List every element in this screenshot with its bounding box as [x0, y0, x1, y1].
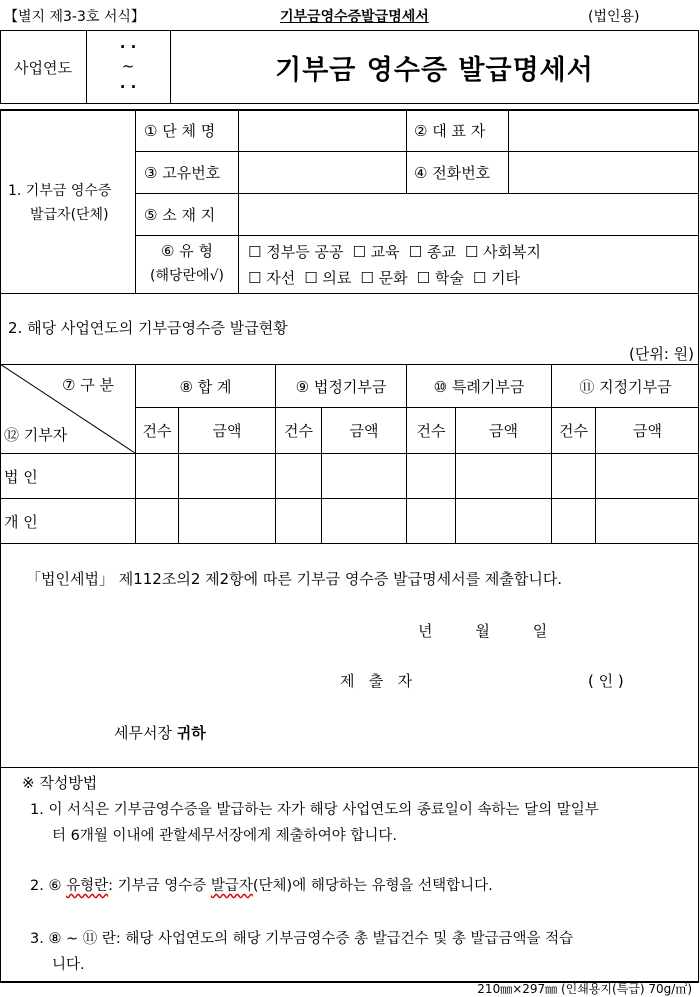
form-number: 【별지 제3-3호 서식】: [4, 9, 145, 25]
col-special-donation: ⑩ 특례기부금: [433, 377, 525, 396]
type-option-label: 자선: [261, 269, 296, 287]
type-hint: (해당란에√): [150, 268, 224, 284]
checkbox-icon[interactable]: ☐: [408, 243, 423, 261]
issuer-label-line2: 발급자(단체): [30, 207, 109, 223]
term-type-field: 유형란: [66, 878, 109, 894]
type-option[interactable]: [360, 269, 407, 287]
col-legal-donation: ⑨ 법정기부금: [295, 377, 387, 396]
type-option[interactable]: [248, 269, 295, 287]
term-issuer: 발급자: [210, 878, 253, 894]
checkbox-icon[interactable]: ☐: [304, 269, 318, 287]
fiscal-year-tilde: ~: [121, 57, 135, 75]
type-option[interactable]: [304, 269, 351, 287]
org-name-field[interactable]: [239, 111, 405, 150]
recipient-line: [114, 722, 206, 743]
checkbox-icon[interactable]: ☐: [464, 243, 479, 261]
checkbox-icon[interactable]: ☐: [472, 269, 487, 287]
subcol-amount-designated: 금액: [633, 422, 662, 440]
form-usage: (법인용): [588, 9, 640, 25]
checkbox-icon[interactable]: ☐: [248, 269, 262, 287]
subcol-amount-total: 금액: [212, 422, 242, 440]
subcol-count-total: 건수: [142, 422, 172, 440]
type-option-label: 의료: [317, 269, 352, 287]
type-option-label: 정부등 공공: [261, 243, 344, 261]
issuer-label-line1: 1. 기부금 영수증: [8, 183, 112, 199]
subcol-amount-special: 금액: [489, 422, 518, 440]
instruction-3-line1: 3. ⑧ ~ ⑪ 란: 해당 사업연도의 해당 기부금영수증 총 발급건수 및 총 발급금액을 적습: [30, 931, 574, 947]
type-option[interactable]: [465, 243, 541, 261]
recipient-honorific: 귀하: [176, 724, 206, 742]
donor-corner-label: ⑫ 기부자: [4, 426, 68, 444]
paper-spec: 210㎜×297㎜ (인쇄용지(특급) 70g/㎡): [477, 982, 692, 996]
subcol-amount-legal: 금액: [349, 422, 379, 440]
document-title: 기부금 영수증 발급명세서: [275, 54, 594, 86]
category-corner-label: ⑦ 구 분: [62, 376, 114, 394]
type-option-label: 문화: [373, 269, 408, 287]
id-number-field[interactable]: [239, 153, 405, 192]
subcol-count-designated: 건수: [559, 422, 588, 440]
instructions-heading: ※ 작성방법: [22, 774, 98, 792]
fiscal-year-label: 사업연도: [14, 58, 72, 77]
instruction-1-line2: 터 6개월 이내에 관할세무서장에게 제출하여야 합니다.: [52, 828, 398, 844]
date-line: 년 월 일: [418, 622, 548, 640]
type-option-label: 교육: [365, 243, 400, 261]
checkbox-icon[interactable]: ☐: [416, 269, 431, 287]
type-option[interactable]: [417, 269, 464, 287]
submitter-label: 제 출 자: [340, 672, 413, 690]
type-option[interactable]: [409, 243, 456, 261]
col-designated-donation: ⑪ 지정기부금: [579, 377, 672, 396]
fiscal-year-start-dots: · ·: [119, 38, 137, 56]
representative-label: ② 대 표 자: [414, 122, 486, 140]
form-title: 기부금영수증발급명세서: [280, 9, 429, 25]
id-number-label: ③ 고유번호: [144, 164, 221, 182]
statement-text: 「법인세법」 제112조의2 제2항에 따른 기부금 영수증 발급명세서를 제출합니다.: [26, 570, 563, 588]
instruction-2: 2. ⑥ 유형란: 기부금 영수증 발급자(단체)에 해당하는 유형을 선택합니다.: [30, 878, 493, 894]
type-option-label: 사회복지: [478, 243, 542, 261]
checkbox-icon[interactable]: ☐: [352, 243, 366, 261]
subcol-count-legal: 건수: [284, 422, 313, 440]
phone-field[interactable]: [509, 153, 698, 192]
checkbox-icon[interactable]: ☐: [248, 243, 262, 261]
row-corporate: 법 인: [4, 467, 38, 486]
org-name-label: ① 단 체 명: [144, 122, 216, 140]
type-option-label: 학술: [430, 269, 464, 287]
type-option-label: 종교: [422, 243, 456, 261]
section2-title: 2. 해당 사업연도의 기부금영수증 발급현황: [8, 319, 288, 337]
fiscal-year-end-dots: · ·: [119, 78, 137, 96]
instruction-3-line2: 니다.: [52, 957, 85, 973]
col-total: ⑧ 합 계: [179, 377, 232, 396]
phone-label: ④ 전화번호: [414, 164, 491, 182]
subcol-count-special: 건수: [416, 422, 446, 440]
type-label: ⑥ 유 형: [161, 241, 213, 260]
address-label: ⑤ 소 재 지: [144, 206, 216, 224]
type-options-row-2: [248, 267, 529, 288]
checkbox-icon[interactable]: ☐: [360, 269, 374, 287]
unit-label: (단위: 원): [629, 345, 694, 363]
type-option-label: 기타: [486, 269, 521, 287]
type-options-row-1: [248, 241, 550, 262]
row-individual: 개 인: [4, 512, 38, 531]
address-field[interactable]: [239, 195, 698, 234]
seal-mark: ( 인 ): [588, 672, 624, 690]
type-option[interactable]: [248, 243, 343, 261]
instruction-1-line1: 1. 이 서식은 기부금영수증을 발급하는 자가 해당 사업연도의 종료일이 속하는 달의 말일부: [30, 802, 599, 818]
representative-field[interactable]: [509, 111, 698, 150]
type-option[interactable]: [352, 243, 399, 261]
type-option[interactable]: [473, 269, 520, 287]
recipient-office: 세무서장: [114, 724, 172, 742]
